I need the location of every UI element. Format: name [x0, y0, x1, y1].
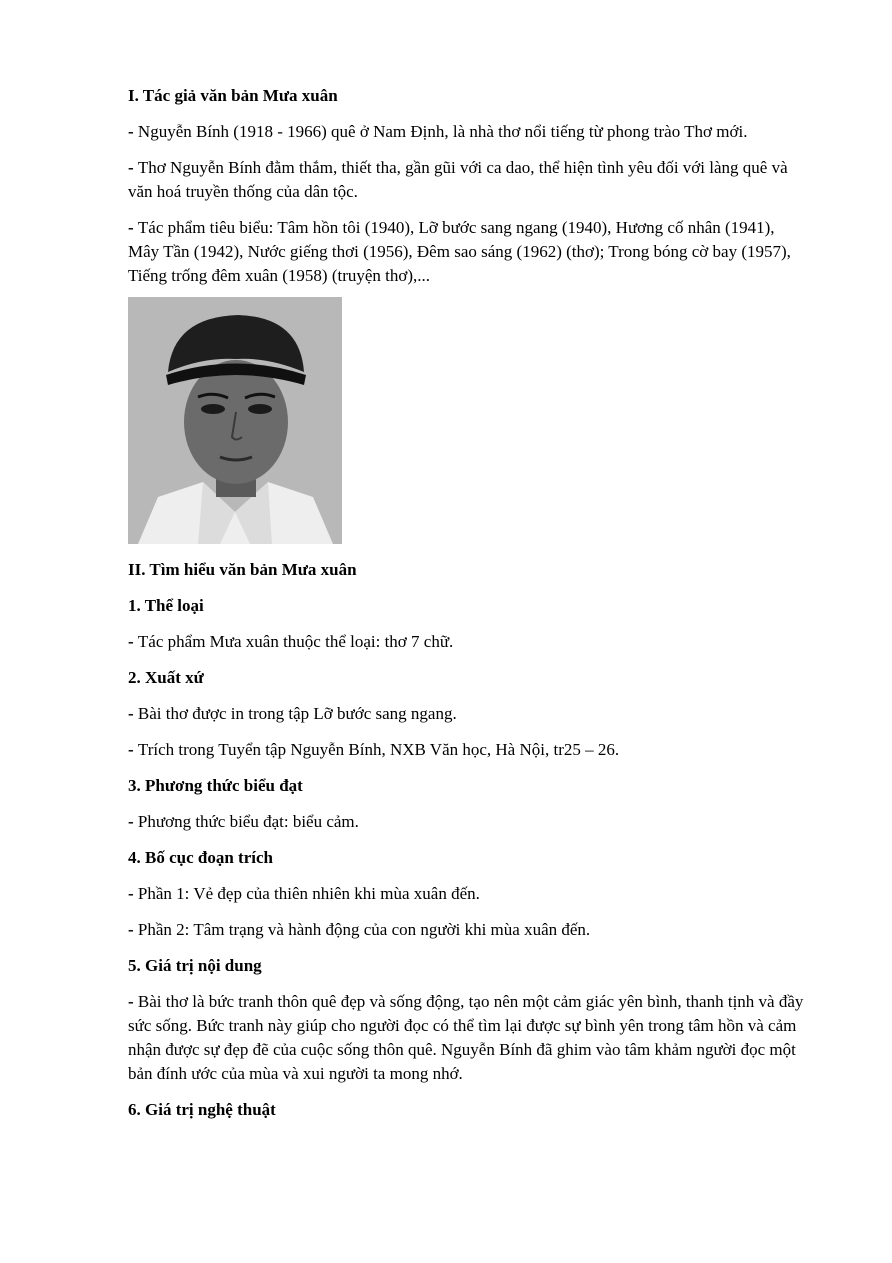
- sub-heading-content-value: 5. Giá trị nội dung: [128, 956, 262, 975]
- document-page: [128, 84, 808, 1122]
- list-item: - Bài thơ được in trong tập Lỡ bước sang ngang.: [128, 704, 457, 723]
- sub-heading-expression: 3. Phương thức biểu đạt: [128, 776, 303, 795]
- sub-heading-art-value: 6. Giá trị nghệ thuật: [128, 1100, 276, 1119]
- list-item: - Phương thức biểu đạt: biểu cảm.: [128, 812, 359, 831]
- sub-heading-origin: 2. Xuất xứ: [128, 668, 204, 687]
- list-item: - Tác phẩm Mưa xuân thuộc thể loại: thơ 7 chữ.: [128, 632, 454, 651]
- list-item: - Tác phẩm tiêu biểu: Tâm hồn tôi (1940), Lỡ bước sang ngang (1940), Hương cố nhân (1941), Mây Tần (1942), Nước giếng thơi (1956), Đêm sao sáng (1962) (thơ); Trong bóng cờ bay (1957), Tiếng trống đêm xuân (1958) (truyện thơ),...: [128, 218, 791, 285]
- section1-heading: I. Tác giả văn bản Mưa xuân: [128, 86, 338, 105]
- portrait-illustration: [128, 297, 342, 544]
- section2-heading: II. Tìm hiểu văn bản Mưa xuân: [128, 560, 357, 579]
- list-item: - Trích trong Tuyển tập Nguyễn Bính, NXB Văn học, Hà Nội, tr25 – 26.: [128, 740, 620, 759]
- sub-heading-structure: 4. Bố cục đoạn trích: [128, 848, 273, 867]
- list-item: - Phần 1: Vẻ đẹp của thiên nhiên khi mùa xuân đến.: [128, 884, 480, 903]
- author-portrait-photo: [128, 297, 342, 544]
- list-item: - Thơ Nguyễn Bính đằm thắm, thiết tha, gần gũi với ca dao, thể hiện tình yêu đối với làng quê và văn hoá truyền thống của dân tộc.: [128, 158, 788, 201]
- sub-heading-genre: 1. Thể loại: [128, 596, 204, 615]
- list-item: - Phần 2: Tâm trạng và hành động của con người khi mùa xuân đến.: [128, 920, 591, 939]
- list-item: - Nguyễn Bính (1918 - 1966) quê ở Nam Định, là nhà thơ nổi tiếng từ phong trào Thơ mới.: [128, 122, 748, 141]
- list-item: - Bài thơ là bức tranh thôn quê đẹp và sống động, tạo nên một cảm giác yên bình, thanh tịnh và đầy sức sống. Bức tranh này giúp cho người đọc có thể tìm lại được sự bình yên trong tâm hồn và cảm nhận được sự đẹp đẽ của cuộc sống thôn quê. Nguyễn Bính đã ghim vào tâm khảm người đọc một bản đính ước của mùa và xui người ta mong nhớ.: [128, 992, 804, 1083]
